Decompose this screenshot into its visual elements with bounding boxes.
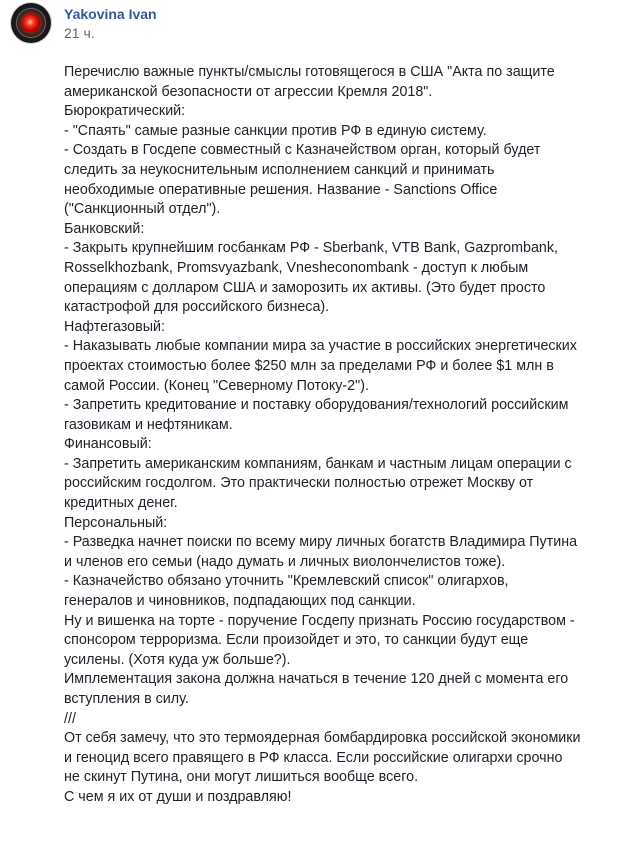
post-text-line: вступления в силу. (64, 691, 189, 707)
post-text-line: - Закрыть крупнейшим госбанкам РФ - Sberbank, VTB Bank, Gazprombank, (64, 240, 558, 257)
post-text-line: Персональный: (64, 514, 168, 531)
post-text-line: не скинут Путина, они могут лишиться вообще всего. (64, 769, 419, 786)
post-text-line: Перечислю важные пункты/смыслы готовящегося в США "Акта по защите (64, 64, 555, 80)
post-text-line: - Разведка начнет поиски по всему миру личных богатств Владимира Путина (64, 534, 578, 551)
post-text-line: спонсором терроризма. Если произойдет и это, то санкции будут еще (64, 632, 529, 649)
post-text-line: проектах стоимостью более $250 млн за пределами РФ и более $1 млн в (64, 357, 554, 374)
post-text-line: - Наказывать любые компании мира за участие в российских энергетических (64, 338, 577, 355)
post-text-line: усилены. (Хотя куда уж больше?). (64, 651, 291, 668)
post-text-line: Имплементация закона должна начаться в течение 120 дней с момента его (64, 671, 569, 688)
post-text-line: самой России. (Конец "Северному Потоку-2"). (64, 377, 369, 394)
post-text-line: газовикам и нефтяникам. (64, 416, 233, 433)
post-text-line: - Запретить американским компаниям, банкам и частным лицам операции с (64, 455, 572, 472)
post-text-line: От себя замечу, что это термоядерная бомбардировка российской экономики (64, 730, 581, 747)
post-text-line: Ну и вишенка на торте - поручение Госдепу признать Россию государством - (64, 612, 575, 629)
post-text-line: российским госдолгом. Это практически полностью отрежет Москву от (64, 475, 534, 492)
post-text-line: операциям с долларом США и заморозить их активы. (Это будет просто (64, 279, 546, 296)
post-text-line: Rosselkhozbank, Promsvyazbank, Vnesheconombank - доступ к любым (64, 259, 529, 276)
post-text-line: Банковский: (64, 220, 145, 237)
post-text-line: следить за неукоснительным исполнением санкций и принимать (64, 161, 495, 178)
post-text-line: генералов и чиновников, подпадающих под санкции. (64, 593, 416, 610)
author-name-link[interactable]: Yakovina Ivan (64, 6, 157, 22)
post-text-line: и членов его семьи (надо думать и личных виолончелистов тоже). (64, 553, 506, 570)
post-text-line: С чем я их от души и поздравляю! (64, 788, 292, 805)
post-text-line: американской безопасности от агрессии Кремля 2018". (64, 83, 433, 100)
post-text-line: Финансовый: (64, 436, 152, 453)
author-avatar[interactable] (11, 3, 51, 43)
post-text-line: - Казначейство обязано уточнить "Кремлевский список" олигархов, (64, 573, 509, 590)
post-text-line: - "Спаять" самые разные санкции против РФ в единую систему. (64, 122, 487, 139)
post-text-line: катастрофой для российского бизнеса). (64, 299, 330, 316)
post-text-line: необходимые оперативные решения. Название - Sanctions Office (64, 181, 498, 198)
post-text-line: - Запретить кредитование и поставку оборудования/технологий российским (64, 397, 569, 414)
post-text-line: /// (64, 710, 76, 727)
post-text-line: ("Санкционный отдел"). (64, 201, 221, 218)
post-text-line: кредитных денег. (64, 495, 178, 512)
post-text-line: - Создать в Госдепе совместный с Казначейством орган, который будет (64, 142, 541, 159)
post-text-line: Бюрократический: (64, 103, 186, 120)
post-text (64, 63, 614, 808)
red-lens-icon (22, 14, 40, 32)
post-timestamp-link[interactable]: 21 ч. (64, 25, 95, 41)
post-text-line: Нафтегазовый: (64, 318, 165, 335)
post-text-line: и геноцид всего правящего в РФ класса. Если российские олигархи срочно (64, 749, 563, 766)
